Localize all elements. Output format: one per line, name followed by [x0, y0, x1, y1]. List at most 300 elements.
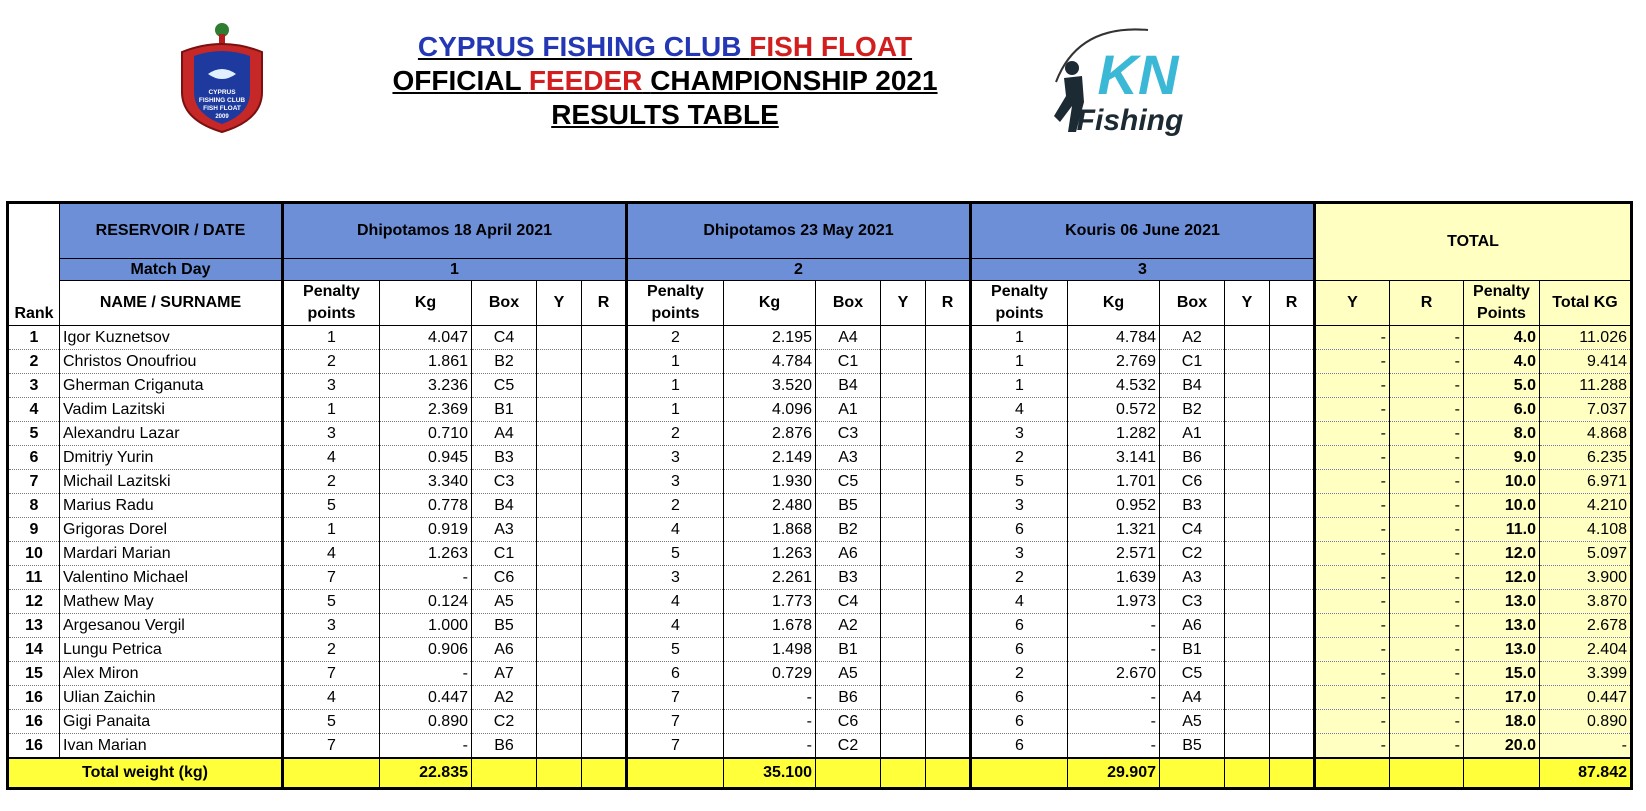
name-cell: Mathew May — [60, 590, 283, 614]
round-3-y-cell — [1225, 542, 1270, 566]
name-cell: Vadim Lazitski — [60, 398, 283, 422]
table-row — [8, 542, 1632, 566]
total-r-cell: - — [1390, 470, 1464, 494]
round-1-penalty-cell: 7 — [283, 662, 380, 686]
round-2-y-cell — [881, 398, 926, 422]
round-3-kg-cell: 0.952 — [1068, 494, 1160, 518]
total-y-cell: - — [1315, 374, 1390, 398]
r1-kg-header: Kg — [380, 281, 472, 326]
title-club-suffix: FISH FLOAT — [749, 31, 913, 62]
round-3-kg-cell: 2.571 — [1068, 542, 1160, 566]
name-cell: Christos Onoufriou — [60, 350, 283, 374]
round-1-penalty-cell: 4 — [283, 542, 380, 566]
r2-kg-header: Kg — [724, 281, 816, 326]
round-3-day: 3 — [971, 259, 1315, 281]
round-2-y-cell — [881, 710, 926, 734]
round-2-kg-cell: 4.784 — [724, 350, 816, 374]
round-3-r-cell — [1270, 542, 1315, 566]
table-row — [8, 470, 1632, 494]
table-row — [8, 374, 1632, 398]
round-3-y-cell — [1225, 734, 1270, 759]
title-championship: CHAMPIONSHIP 2021 — [650, 65, 938, 96]
round-1-r-cell — [582, 398, 627, 422]
rank-cell: 16 — [8, 734, 60, 759]
round-3-r-cell — [1270, 494, 1315, 518]
round-1-total-penalty-cell — [283, 758, 380, 789]
round-1-y-cell — [537, 734, 582, 759]
round-3-penalty-cell: 6 — [971, 518, 1068, 542]
total-header: TOTAL — [1315, 203, 1632, 281]
name-cell: Ivan Marian — [60, 734, 283, 759]
round-1-r-cell — [582, 470, 627, 494]
total-kg-cell: - — [1540, 734, 1632, 759]
round-2-kg-cell: 2.149 — [724, 446, 816, 470]
rank-header: Rank — [8, 203, 60, 326]
round-1-box-cell: A5 — [472, 590, 537, 614]
round-2-y-cell — [881, 686, 926, 710]
round-3-y-cell — [1225, 326, 1270, 350]
table-row — [8, 326, 1632, 350]
round-1-r-cell — [582, 590, 627, 614]
round-1-y-cell — [537, 470, 582, 494]
total-y-cell: - — [1315, 326, 1390, 350]
round-1-penalty-cell: 4 — [283, 686, 380, 710]
round-3-box-cell: B5 — [1160, 734, 1225, 759]
round-1-total-r-cell — [582, 758, 627, 789]
round-1-total-y-cell — [537, 758, 582, 789]
total-kg-cell: 9.414 — [1540, 350, 1632, 374]
round-3-penalty-cell: 6 — [971, 734, 1068, 759]
table-row — [8, 398, 1632, 422]
round-2-r-cell — [926, 470, 971, 494]
round-1-r-cell — [582, 686, 627, 710]
column-header-row — [8, 281, 1632, 326]
round-2-box-cell: C6 — [816, 710, 881, 734]
round-2-box-cell: C1 — [816, 350, 881, 374]
round-1-r-cell — [582, 710, 627, 734]
round-2-r-cell — [926, 542, 971, 566]
total-kg-cell: 6.235 — [1540, 446, 1632, 470]
round-1-r-cell — [582, 422, 627, 446]
round-2-penalty-cell: 4 — [627, 590, 724, 614]
total-y-cell: - — [1315, 494, 1390, 518]
round-1-y-cell — [537, 350, 582, 374]
title-block — [330, 30, 1000, 132]
name-cell: Marius Radu — [60, 494, 283, 518]
round-1-r-cell — [582, 566, 627, 590]
round-3-r-cell — [1270, 422, 1315, 446]
round-3-kg-cell: 2.670 — [1068, 662, 1160, 686]
round-2-kg-cell: 1.868 — [724, 518, 816, 542]
round-3-r-cell — [1270, 518, 1315, 542]
round-2-box-cell: B3 — [816, 566, 881, 590]
rank-cell: 13 — [8, 614, 60, 638]
round-1-y-cell — [537, 398, 582, 422]
total-kg-cell: 5.097 — [1540, 542, 1632, 566]
round-2-kg-cell: 0.729 — [724, 662, 816, 686]
round-1-box-cell: C1 — [472, 542, 537, 566]
page-header — [0, 0, 1646, 190]
grand-total-penalty-cell — [1464, 758, 1540, 789]
round-1-penalty-cell: 5 — [283, 710, 380, 734]
round-3-y-cell — [1225, 710, 1270, 734]
rank-cell: 16 — [8, 686, 60, 710]
name-cell: Alexandru Lazar — [60, 422, 283, 446]
total-r-cell: - — [1390, 542, 1464, 566]
round-3-total-kg: 29.907 — [1068, 758, 1160, 789]
round-1-kg-cell: 1.263 — [380, 542, 472, 566]
r1-penalty-header: Penalty points — [283, 281, 380, 326]
total-y-cell: - — [1315, 518, 1390, 542]
round-3-kg-cell: 4.784 — [1068, 326, 1160, 350]
rank-cell: 6 — [8, 446, 60, 470]
round-3-kg-cell: 2.769 — [1068, 350, 1160, 374]
r3-kg-header: Kg — [1068, 281, 1160, 326]
round-2-box-cell: A1 — [816, 398, 881, 422]
total-kg-cell: 11.288 — [1540, 374, 1632, 398]
round-3-kg-cell: - — [1068, 734, 1160, 759]
total-kg-cell: 0.447 — [1540, 686, 1632, 710]
rank-cell: 11 — [8, 566, 60, 590]
round-1-kg-cell: - — [380, 566, 472, 590]
round-2-r-cell — [926, 518, 971, 542]
kn-logo-mark: KN — [1097, 43, 1179, 106]
round-2-kg-cell: 2.195 — [724, 326, 816, 350]
round-1-box-cell: B2 — [472, 350, 537, 374]
round-1-kg-cell: 0.778 — [380, 494, 472, 518]
round-2-r-cell — [926, 374, 971, 398]
table-row — [8, 662, 1632, 686]
name-cell: Michail Lazitski — [60, 470, 283, 494]
round-3-box-cell: A6 — [1160, 614, 1225, 638]
round-3-kg-cell: 1.701 — [1068, 470, 1160, 494]
round-1-y-cell — [537, 590, 582, 614]
round-2-y-cell — [881, 566, 926, 590]
round-3-kg-cell: - — [1068, 710, 1160, 734]
total-kg-cell: 7.037 — [1540, 398, 1632, 422]
total-y-cell: - — [1315, 638, 1390, 662]
round-3-kg-cell: 1.973 — [1068, 590, 1160, 614]
round-3-y-cell — [1225, 566, 1270, 590]
round-2-penalty-cell: 2 — [627, 326, 724, 350]
round-2-kg-cell: 2.480 — [724, 494, 816, 518]
round-2-penalty-cell: 2 — [627, 422, 724, 446]
round-1-r-cell — [582, 518, 627, 542]
name-cell: Lungu Petrica — [60, 638, 283, 662]
rank-cell: 5 — [8, 422, 60, 446]
table-row — [8, 518, 1632, 542]
round-3-y-cell — [1225, 686, 1270, 710]
round-1-y-cell — [537, 446, 582, 470]
total-penalty-cell: 13.0 — [1464, 590, 1540, 614]
round-1-y-cell — [537, 518, 582, 542]
total-penalty-cell: 9.0 — [1464, 446, 1540, 470]
r2-r-header: R — [926, 281, 971, 326]
round-2-box-cell: A5 — [816, 662, 881, 686]
rank-cell: 16 — [8, 710, 60, 734]
round-1-day: 1 — [283, 259, 627, 281]
round-2-y-cell — [881, 374, 926, 398]
title-club-name: CYPRUS FISHING CLUB — [417, 31, 742, 62]
total-kg-cell: 6.971 — [1540, 470, 1632, 494]
round-2-r-cell — [926, 710, 971, 734]
round-2-r-cell — [926, 590, 971, 614]
r1-r-header: R — [582, 281, 627, 326]
round-2-penalty-cell: 3 — [627, 446, 724, 470]
round-1-box-cell: B5 — [472, 614, 537, 638]
name-cell: Grigoras Dorel — [60, 518, 283, 542]
title-line-3: RESULTS TABLE — [551, 99, 779, 130]
total-kg-cell: 11.026 — [1540, 326, 1632, 350]
total-r-cell: - — [1390, 518, 1464, 542]
round-1-r-cell — [582, 614, 627, 638]
total-kg-cell: 3.399 — [1540, 662, 1632, 686]
total-penalty-cell: 12.0 — [1464, 542, 1540, 566]
name-header: NAME / SURNAME — [60, 281, 283, 326]
name-cell: Mardari Marian — [60, 542, 283, 566]
total-r-cell: - — [1390, 350, 1464, 374]
round-1-penalty-cell: 2 — [283, 470, 380, 494]
round-1-r-cell — [582, 374, 627, 398]
reservoir-row — [8, 203, 1632, 259]
total-penalty-header: Penalty Points — [1464, 281, 1540, 326]
total-penalty-cell: 6.0 — [1464, 398, 1540, 422]
round-2-penalty-cell: 1 — [627, 374, 724, 398]
round-3-kg-cell: 1.321 — [1068, 518, 1160, 542]
rank-cell: 4 — [8, 398, 60, 422]
round-2-y-cell — [881, 422, 926, 446]
round-1-kg-cell: 0.890 — [380, 710, 472, 734]
round-1-box-cell: A4 — [472, 422, 537, 446]
round-3-kg-cell: 4.532 — [1068, 374, 1160, 398]
round-1-box-cell: C2 — [472, 710, 537, 734]
round-1-total-box-cell — [472, 758, 537, 789]
round-1-penalty-cell: 3 — [283, 422, 380, 446]
round-1-penalty-cell: 2 — [283, 350, 380, 374]
total-r-cell: - — [1390, 710, 1464, 734]
round-3-y-cell — [1225, 374, 1270, 398]
round-1-y-cell — [537, 374, 582, 398]
round-1-kg-cell: 3.236 — [380, 374, 472, 398]
total-y-cell: - — [1315, 350, 1390, 374]
round-2-box-cell: C4 — [816, 590, 881, 614]
round-2-box-cell: B1 — [816, 638, 881, 662]
round-1-penalty-cell: 1 — [283, 326, 380, 350]
total-kg-cell: 2.678 — [1540, 614, 1632, 638]
round-2-penalty-cell: 5 — [627, 638, 724, 662]
round-3-box-cell: A2 — [1160, 326, 1225, 350]
round-1-r-cell — [582, 326, 627, 350]
table-row — [8, 422, 1632, 446]
name-cell: Gherman Criganuta — [60, 374, 283, 398]
round-3-y-cell — [1225, 470, 1270, 494]
round-2-title: Dhipotamos 23 May 2021 — [627, 203, 971, 259]
round-1-y-cell — [537, 686, 582, 710]
round-3-penalty-cell: 4 — [971, 398, 1068, 422]
r3-box-header: Box — [1160, 281, 1225, 326]
table-row — [8, 590, 1632, 614]
total-penalty-cell: 12.0 — [1464, 566, 1540, 590]
total-y-cell: - — [1315, 446, 1390, 470]
round-1-box-cell: C4 — [472, 326, 537, 350]
round-2-r-cell — [926, 734, 971, 759]
round-1-penalty-cell: 3 — [283, 614, 380, 638]
round-2-box-cell: A2 — [816, 614, 881, 638]
total-y-cell: - — [1315, 422, 1390, 446]
title-line-1 — [330, 30, 1000, 64]
round-2-penalty-cell: 7 — [627, 734, 724, 759]
rank-cell: 8 — [8, 494, 60, 518]
round-3-kg-cell: 3.141 — [1068, 446, 1160, 470]
round-2-box-cell: B6 — [816, 686, 881, 710]
name-cell: Valentino Michael — [60, 566, 283, 590]
title-feeder: FEEDER — [528, 65, 643, 96]
title-official: OFFICIAL — [392, 65, 522, 96]
rank-cell: 15 — [8, 662, 60, 686]
total-kg-cell: 4.868 — [1540, 422, 1632, 446]
total-penalty-cell: 13.0 — [1464, 614, 1540, 638]
name-cell: Igor Kuznetsov — [60, 326, 283, 350]
round-3-penalty-cell: 3 — [971, 494, 1068, 518]
round-3-box-cell: B4 — [1160, 374, 1225, 398]
round-1-r-cell — [582, 662, 627, 686]
round-3-box-cell: B1 — [1160, 638, 1225, 662]
round-3-box-cell: C1 — [1160, 350, 1225, 374]
round-2-penalty-cell: 7 — [627, 710, 724, 734]
round-1-y-cell — [537, 422, 582, 446]
round-3-box-cell: C3 — [1160, 590, 1225, 614]
round-3-y-cell — [1225, 350, 1270, 374]
total-penalty-cell: 5.0 — [1464, 374, 1540, 398]
round-1-y-cell — [537, 566, 582, 590]
round-2-day: 2 — [627, 259, 971, 281]
total-y-cell: - — [1315, 662, 1390, 686]
club-logo-text-2: FISHING CLUB — [198, 97, 246, 104]
round-1-y-cell — [537, 662, 582, 686]
round-2-y-cell — [881, 614, 926, 638]
round-2-r-cell — [926, 662, 971, 686]
round-2-box-cell: A3 — [816, 446, 881, 470]
round-2-r-cell — [926, 350, 971, 374]
total-penalty-cell: 18.0 — [1464, 710, 1540, 734]
round-3-r-cell — [1270, 326, 1315, 350]
round-3-r-cell — [1270, 398, 1315, 422]
round-3-r-cell — [1270, 374, 1315, 398]
round-2-penalty-cell: 3 — [627, 566, 724, 590]
round-2-total-y-cell — [881, 758, 926, 789]
round-1-kg-cell: 0.919 — [380, 518, 472, 542]
round-3-box-cell: B6 — [1160, 446, 1225, 470]
round-3-penalty-cell: 1 — [971, 350, 1068, 374]
round-3-r-cell — [1270, 662, 1315, 686]
round-1-penalty-cell: 7 — [283, 566, 380, 590]
total-kg-cell: 4.210 — [1540, 494, 1632, 518]
total-r-header: R — [1390, 281, 1464, 326]
total-kg-cell: 2.404 — [1540, 638, 1632, 662]
round-2-box-cell: B5 — [816, 494, 881, 518]
round-1-r-cell — [582, 734, 627, 759]
total-penalty-cell: 17.0 — [1464, 686, 1540, 710]
round-2-y-cell — [881, 494, 926, 518]
round-3-y-cell — [1225, 398, 1270, 422]
table-row — [8, 710, 1632, 734]
round-1-penalty-cell: 5 — [283, 590, 380, 614]
round-3-kg-cell: 1.639 — [1068, 566, 1160, 590]
name-cell: Argesanou Vergil — [60, 614, 283, 638]
round-2-r-cell — [926, 566, 971, 590]
round-1-r-cell — [582, 638, 627, 662]
round-1-box-cell: B1 — [472, 398, 537, 422]
round-3-penalty-cell: 6 — [971, 710, 1068, 734]
round-3-y-cell — [1225, 662, 1270, 686]
round-3-penalty-cell: 6 — [971, 686, 1068, 710]
round-1-box-cell: B6 — [472, 734, 537, 759]
round-2-r-cell — [926, 398, 971, 422]
name-cell: Gigi Panaita — [60, 710, 283, 734]
round-1-r-cell — [582, 350, 627, 374]
round-2-kg-cell: 1.773 — [724, 590, 816, 614]
reservoir-date-header: RESERVOIR / DATE — [60, 203, 283, 259]
total-r-cell: - — [1390, 326, 1464, 350]
total-y-cell: - — [1315, 686, 1390, 710]
round-2-box-cell: C5 — [816, 470, 881, 494]
total-penalty-cell: 10.0 — [1464, 470, 1540, 494]
round-1-kg-cell: 4.047 — [380, 326, 472, 350]
round-2-total-r-cell — [926, 758, 971, 789]
round-1-kg-cell: 1.861 — [380, 350, 472, 374]
round-3-kg-cell: - — [1068, 614, 1160, 638]
round-1-kg-cell: 0.447 — [380, 686, 472, 710]
total-kg-cell: 4.108 — [1540, 518, 1632, 542]
round-1-penalty-cell: 3 — [283, 374, 380, 398]
total-r-cell: - — [1390, 686, 1464, 710]
club-logo-text-1: CYPRUS — [208, 89, 236, 96]
round-2-kg-cell: - — [724, 686, 816, 710]
r2-y-header: Y — [881, 281, 926, 326]
round-2-box-cell: B4 — [816, 374, 881, 398]
rank-cell: 2 — [8, 350, 60, 374]
round-3-r-cell — [1270, 446, 1315, 470]
round-1-penalty-cell: 1 — [283, 398, 380, 422]
round-1-kg-cell: - — [380, 734, 472, 759]
round-3-box-cell: C6 — [1160, 470, 1225, 494]
round-3-kg-cell: - — [1068, 638, 1160, 662]
round-1-r-cell — [582, 494, 627, 518]
round-3-box-cell: A3 — [1160, 566, 1225, 590]
round-2-penalty-cell: 3 — [627, 470, 724, 494]
round-2-box-cell: C3 — [816, 422, 881, 446]
total-penalty-cell: 15.0 — [1464, 662, 1540, 686]
round-1-y-cell — [537, 542, 582, 566]
round-2-kg-cell: 2.876 — [724, 422, 816, 446]
round-3-r-cell — [1270, 686, 1315, 710]
r1-box-header: Box — [472, 281, 537, 326]
round-2-total-kg: 35.100 — [724, 758, 816, 789]
name-cell: Alex Miron — [60, 662, 283, 686]
total-penalty-cell: 10.0 — [1464, 494, 1540, 518]
round-2-y-cell — [881, 446, 926, 470]
total-weight-label: Total weight (kg) — [8, 758, 283, 789]
total-r-cell: - — [1390, 734, 1464, 759]
total-y-cell: - — [1315, 710, 1390, 734]
round-1-kg-cell: 0.906 — [380, 638, 472, 662]
round-2-box-cell: A4 — [816, 326, 881, 350]
round-1-box-cell: B3 — [472, 446, 537, 470]
round-2-y-cell — [881, 518, 926, 542]
round-2-y-cell — [881, 542, 926, 566]
total-r-cell: - — [1390, 446, 1464, 470]
r2-penalty-header: Penalty points — [627, 281, 724, 326]
